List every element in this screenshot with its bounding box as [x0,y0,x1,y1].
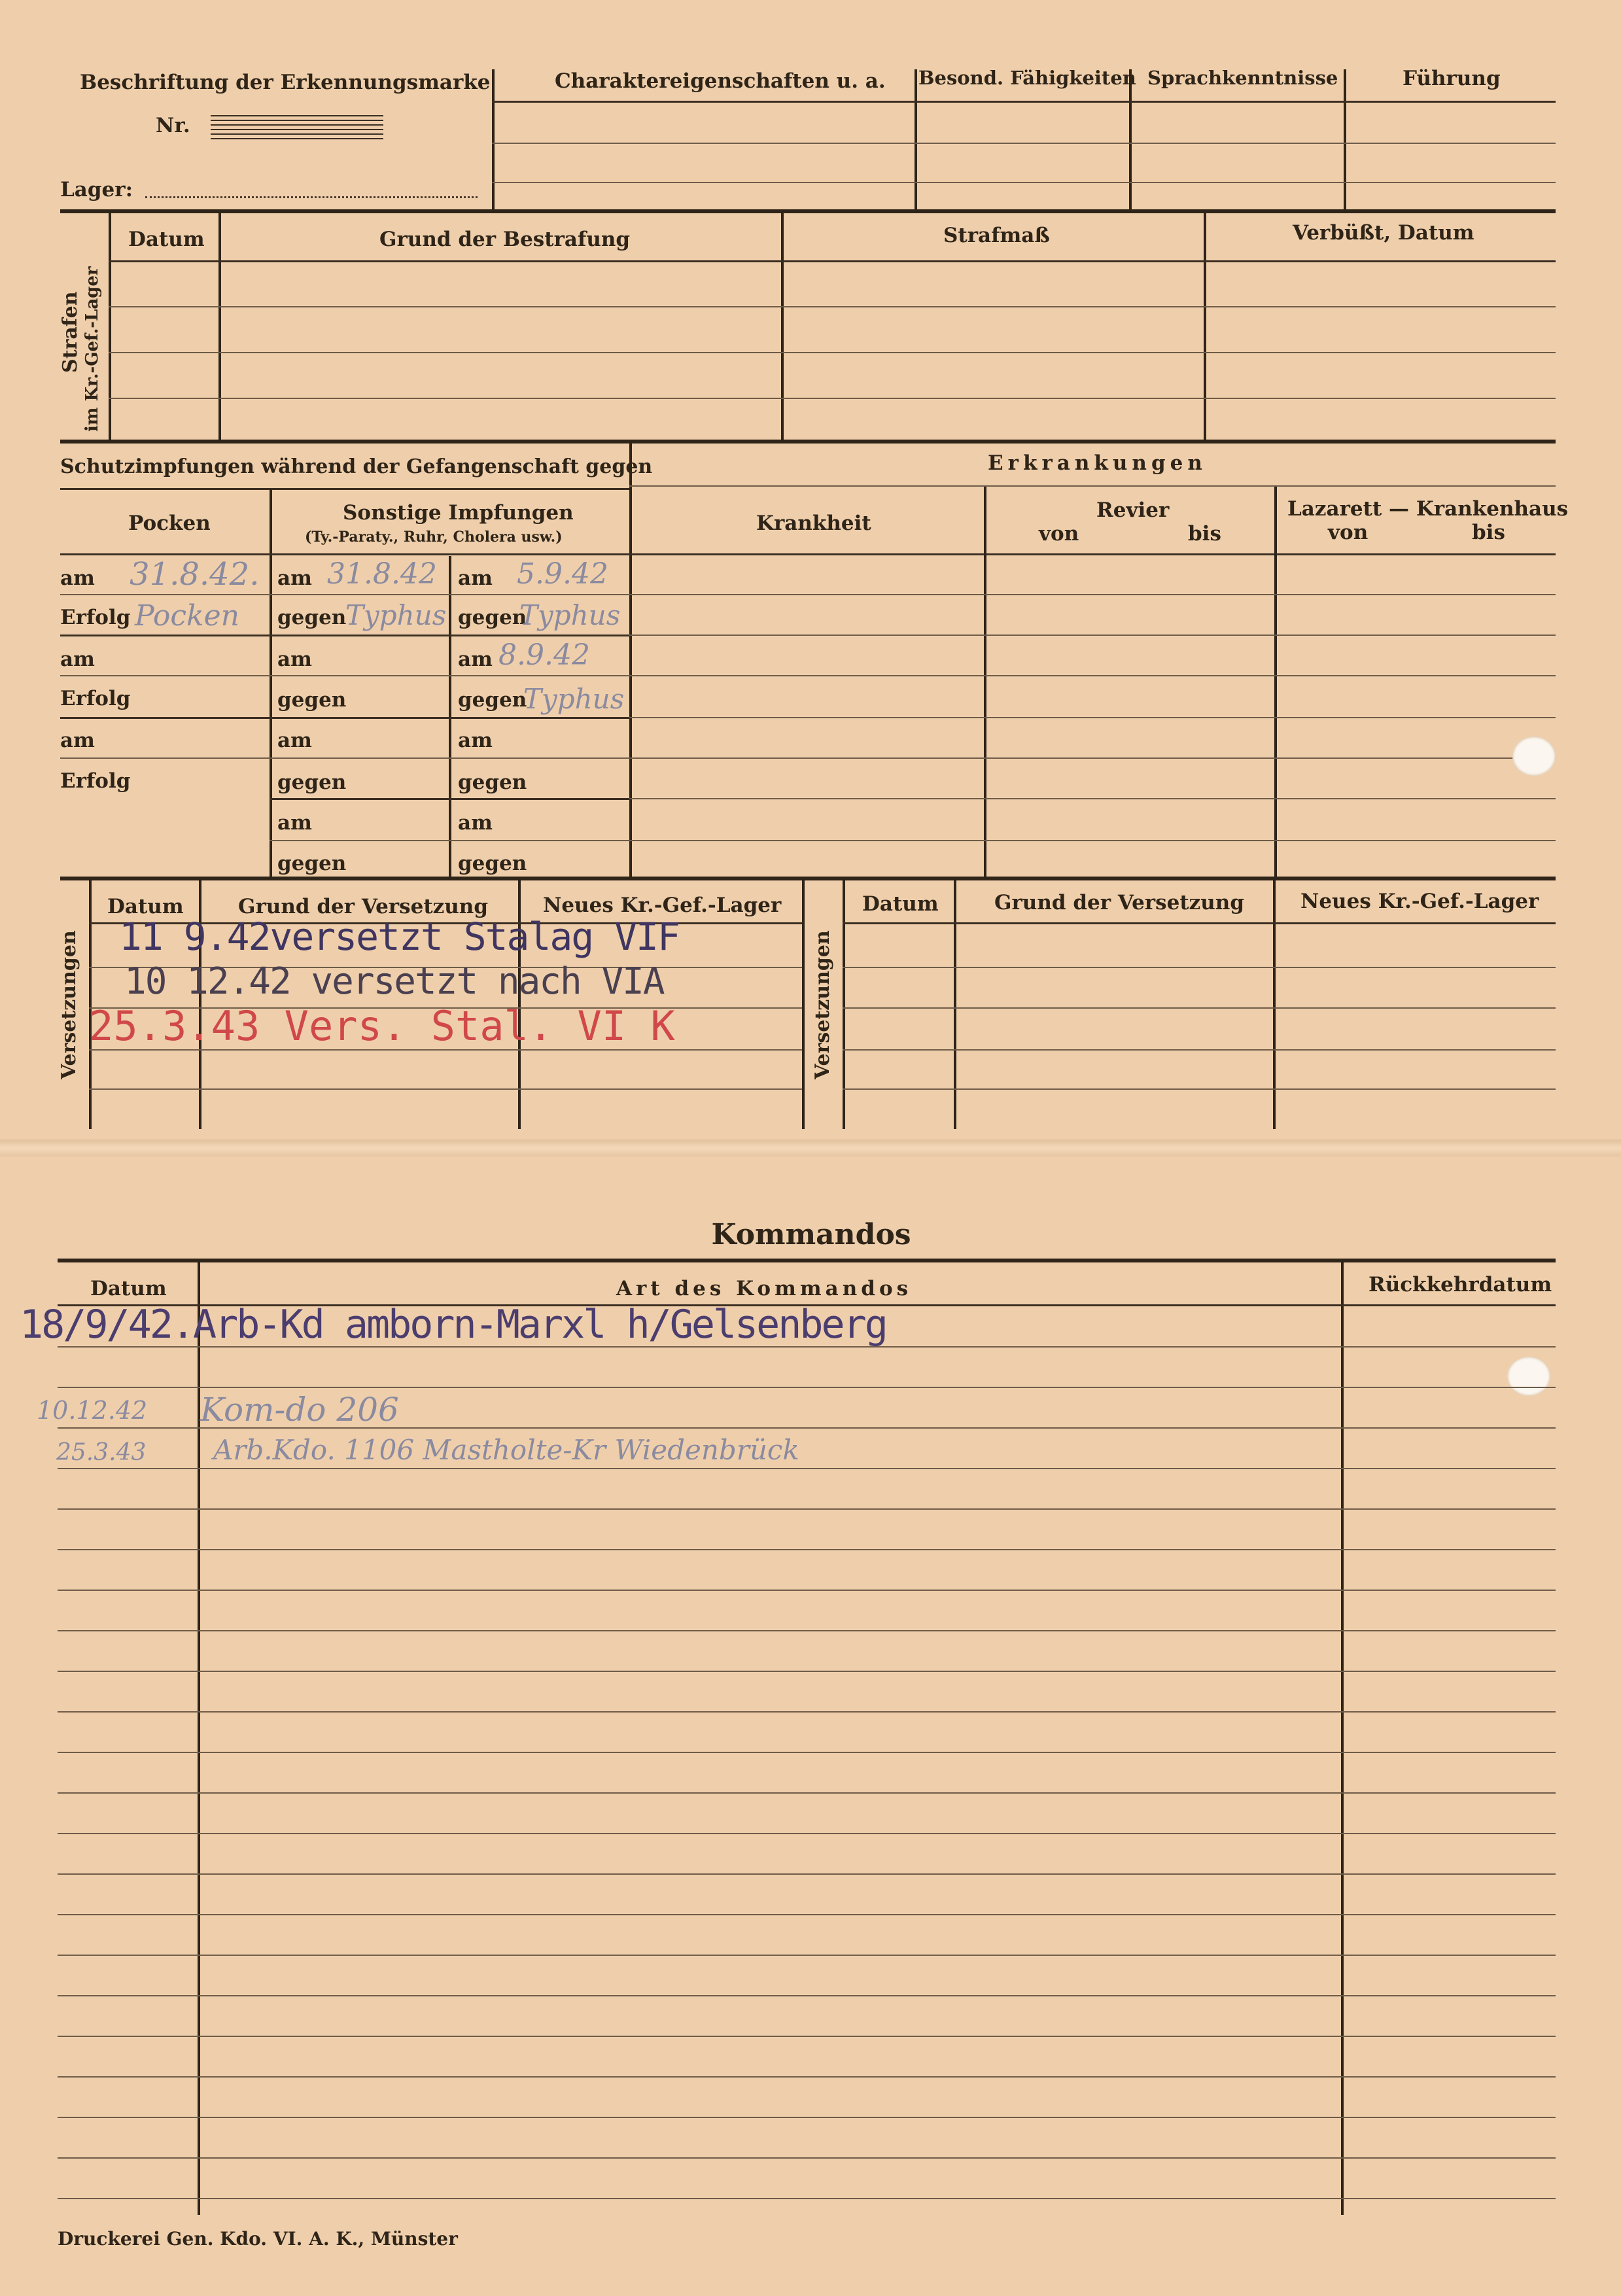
kommandos-ruled-line [58,2036,1556,2037]
versetzungen-divider [1273,880,1276,1129]
kommando-stamp-1: 18/9/42.Arb-Kd amborn-Marxl h/Gelsenberg [20,1302,886,1348]
kommandos-ruled-line [58,1427,1556,1429]
sonst3-gegen-value: Typhus [523,683,625,715]
impfungen-divider [270,489,272,880]
gegen-label: gegen [458,688,527,712]
header-divider [1129,69,1132,213]
kommandos-ruled-line [58,1630,1556,1631]
kommando-row3-datum: 25.3.43 [56,1439,147,1466]
impfungen-rule [60,635,629,636]
header-rule [492,182,1556,183]
erkrankungen-title: Erkrankungen [988,451,1207,475]
erkrankungen-rule [629,757,1556,759]
card-fold [0,1139,1621,1157]
kommandos-rule [58,1259,1556,1262]
kommandos-ruled-line [58,1468,1556,1469]
impfungen-divider [629,444,632,880]
strafmass-header: Strafmaß [943,224,1050,247]
nr-label: Nr. [156,114,190,137]
faehigkeiten-header: Besond. Fähigkeiten [918,67,1136,89]
versetzung-grund-header: Grund der Versetzung [238,895,488,918]
kommandos-ruled-line [58,2198,1556,2199]
versetzungen-side-label-2: Versetzungen [811,930,834,1079]
versetzung-stamp-3: 25.3.43 Vers. Stal. VI K [89,1002,675,1050]
erkrankungen-divider [984,487,986,880]
revier-header: Revier [1096,498,1170,522]
versetzung-datum-header-2: Datum [862,892,939,916]
sprachkenntnisse-header: Sprachkenntnisse [1147,67,1338,89]
strafen-side-label-2: im Kr.-Gef.-Lager [82,266,102,432]
header-divider [1344,69,1346,213]
erfolg-label: Erfolg [60,687,131,710]
versetzung-stamp-2: 10 12.42 versetzt nach VIA [124,960,664,1003]
impfungen-rule [270,798,629,800]
versetzungen-divider [843,880,845,1129]
versetzung-rule [89,1088,802,1090]
kommandos-ruled-line [58,1508,1556,1510]
header-rule [492,101,1556,103]
revier-bis: bis [1188,522,1221,546]
am-label: am [277,811,312,835]
am-label: am [458,811,493,835]
sonst2-am-value: 5.9.42 [517,557,608,591]
kommandos-ruled-line [58,1387,1556,1388]
versetzung-neues-header: Neues Kr.-Gef.-Lager [543,894,782,917]
punch-hole [1507,1357,1550,1396]
kommandos-ruled-line [58,1711,1556,1713]
kommandos-ruled-line [58,1590,1556,1591]
kommando-row2-art: Kom-do 206 [200,1391,399,1429]
impfungen-rule [270,840,629,841]
kommandos-ruled-line [58,2117,1556,2118]
lazarett-header: Lazarett — Krankenhaus [1287,497,1569,521]
rueckkehr-header: Rückkehrdatum [1368,1273,1552,1296]
erkrankungen-rule [629,717,1556,718]
strafen-grund-header: Grund der Bestrafung [379,228,631,251]
lazarett-von: von [1328,521,1368,544]
lager-label: Lager: [60,178,133,201]
kommandos-ruled-line [58,1792,1556,1794]
impfungen-rule [60,488,629,490]
erkrankungen-rule [629,798,1556,799]
kommandos-divider [1341,1262,1344,2215]
kommandos-ruled-line [58,1914,1556,1915]
erkrankungen-rule [629,635,1556,636]
am-label: am [277,729,312,752]
section-rule [60,440,1556,444]
krankheit-header: Krankheit [756,512,871,535]
am-label: am [277,566,312,590]
kommandos-ruled-line [58,1671,1556,1672]
erkrankungen-rule [629,485,1556,487]
kommando-row2-datum: 10.12.42 [37,1396,148,1425]
strafen-divider [781,213,784,442]
gegen-label: gegen [458,852,527,875]
versetzung-rule [843,1007,1556,1009]
sonst1-gegen-value: Typhus [345,599,447,631]
impfungen-title: Schutzimpfungen während der Gefangenschaft gegen [60,455,653,478]
kommandos-ruled-line [58,1995,1556,1996]
header-rule [492,143,1556,144]
kommandos-ruled-line [58,1549,1556,1550]
section-rule [60,209,1556,213]
am-label: am [277,648,312,671]
sonst2-gegen-value: Typhus [519,599,621,631]
kommandos-ruled-line [58,2076,1556,2078]
fuehrung-header: Führung [1403,67,1501,90]
gegen-label: gegen [458,771,527,794]
gegen-label: gegen [277,852,347,875]
am-label: am [60,648,95,671]
lager-field[interactable] [145,196,478,198]
gegen-label: gegen [458,606,527,629]
revier-von: von [1039,522,1079,546]
erkrankungen-rule [629,840,1556,841]
strafen-divider [1204,213,1206,442]
versetzung-rule [843,1088,1556,1090]
kommandos-ruled-line [58,1833,1556,1834]
sonst1-am-value: 31.8.42 [327,557,437,591]
sonst3-am-value: 8.9.42 [498,638,590,672]
section-rule [60,877,1556,880]
kommandos-datum-header: Datum [90,1277,167,1300]
erfolg-label: Erfolg [60,769,131,793]
am-label: am [458,648,493,671]
strafen-rule [109,306,1556,307]
versetzungen-divider [954,880,956,1129]
am-label: am [458,566,493,590]
gegen-label: gegen [277,606,347,629]
strafen-datum-header: Datum [128,228,205,251]
strafen-side-label: Strafen [59,291,82,373]
impfungen-rule [60,675,629,676]
verbuesst-header: Verbüßt, Datum [1293,221,1474,245]
impfungen-rule [60,717,629,719]
kommandos-ruled-line [58,2157,1556,2159]
versetzung-neues-header-2: Neues Kr.-Gef.-Lager [1300,890,1539,913]
sonstige-subheader: (Ty.-Paraty., Ruhr, Cholera usw.) [305,529,563,546]
pocken-am-value: 31.8.42. [130,556,260,593]
strafen-divider [218,213,221,442]
kommandos-title: Kommandos [711,1218,911,1251]
impfungen-rule [60,594,629,595]
strafen-rule [109,398,1556,399]
printer-imprint: Druckerei Gen. Kdo. VI. A. K., Münster [58,2228,458,2250]
impfungen-rule [60,553,1556,555]
erfolg-label: Erfolg [60,606,131,629]
versetzung-rule [843,1049,1556,1051]
versetzung-datum-header: Datum [107,895,184,918]
am-label: am [60,566,95,590]
impfungen-rule [60,757,629,759]
versetzung-rule [843,967,1556,968]
kommandos-ruled-line [58,1752,1556,1753]
header-divider [915,69,917,213]
gegen-label: gegen [277,771,347,794]
versetzungen-side-label: Versetzungen [58,930,80,1079]
erkrankungen-divider [1274,487,1277,880]
erkennungsmarke-label: Beschriftung der Erkennungsmarke [80,71,491,94]
kommandos-ruled-line [58,1873,1556,1875]
sonstige-header: Sonstige Impfungen [343,501,574,525]
strafen-rule [109,352,1556,353]
am-label: am [60,729,95,752]
kommandos-ruled-line [58,1346,1556,1348]
kommando-row3-art: Arb.Kdo. 1106 Mastholte-Kr Wiedenbrück [213,1434,799,1466]
am-label: am [458,729,493,752]
nr-field[interactable] [211,115,383,141]
versetzungen-divider [802,880,805,1129]
kommandos-ruled-line [58,1955,1556,1956]
header-divider [492,69,495,213]
pocken-erfolg-value: Pocken [135,599,239,633]
versetzung-grund-header-2: Grund der Versetzung [994,891,1244,914]
erkrankungen-rule [629,675,1556,676]
pocken-header: Pocken [128,512,211,535]
lazarett-bis: bis [1472,521,1505,544]
punch-hole [1512,737,1556,776]
strafen-divider [109,213,111,442]
kommandos-art-header: Art des Kommandos [616,1277,913,1300]
versetzung-rule [843,922,1556,924]
erkrankungen-rule [629,594,1556,595]
charakter-header: Charaktereigenschaften u. a. [555,69,886,93]
gegen-label: gegen [277,688,347,712]
strafen-rule [109,260,1556,262]
versetzung-stamp-1: 11 9.42versetzt Stalag VIF [119,914,679,959]
